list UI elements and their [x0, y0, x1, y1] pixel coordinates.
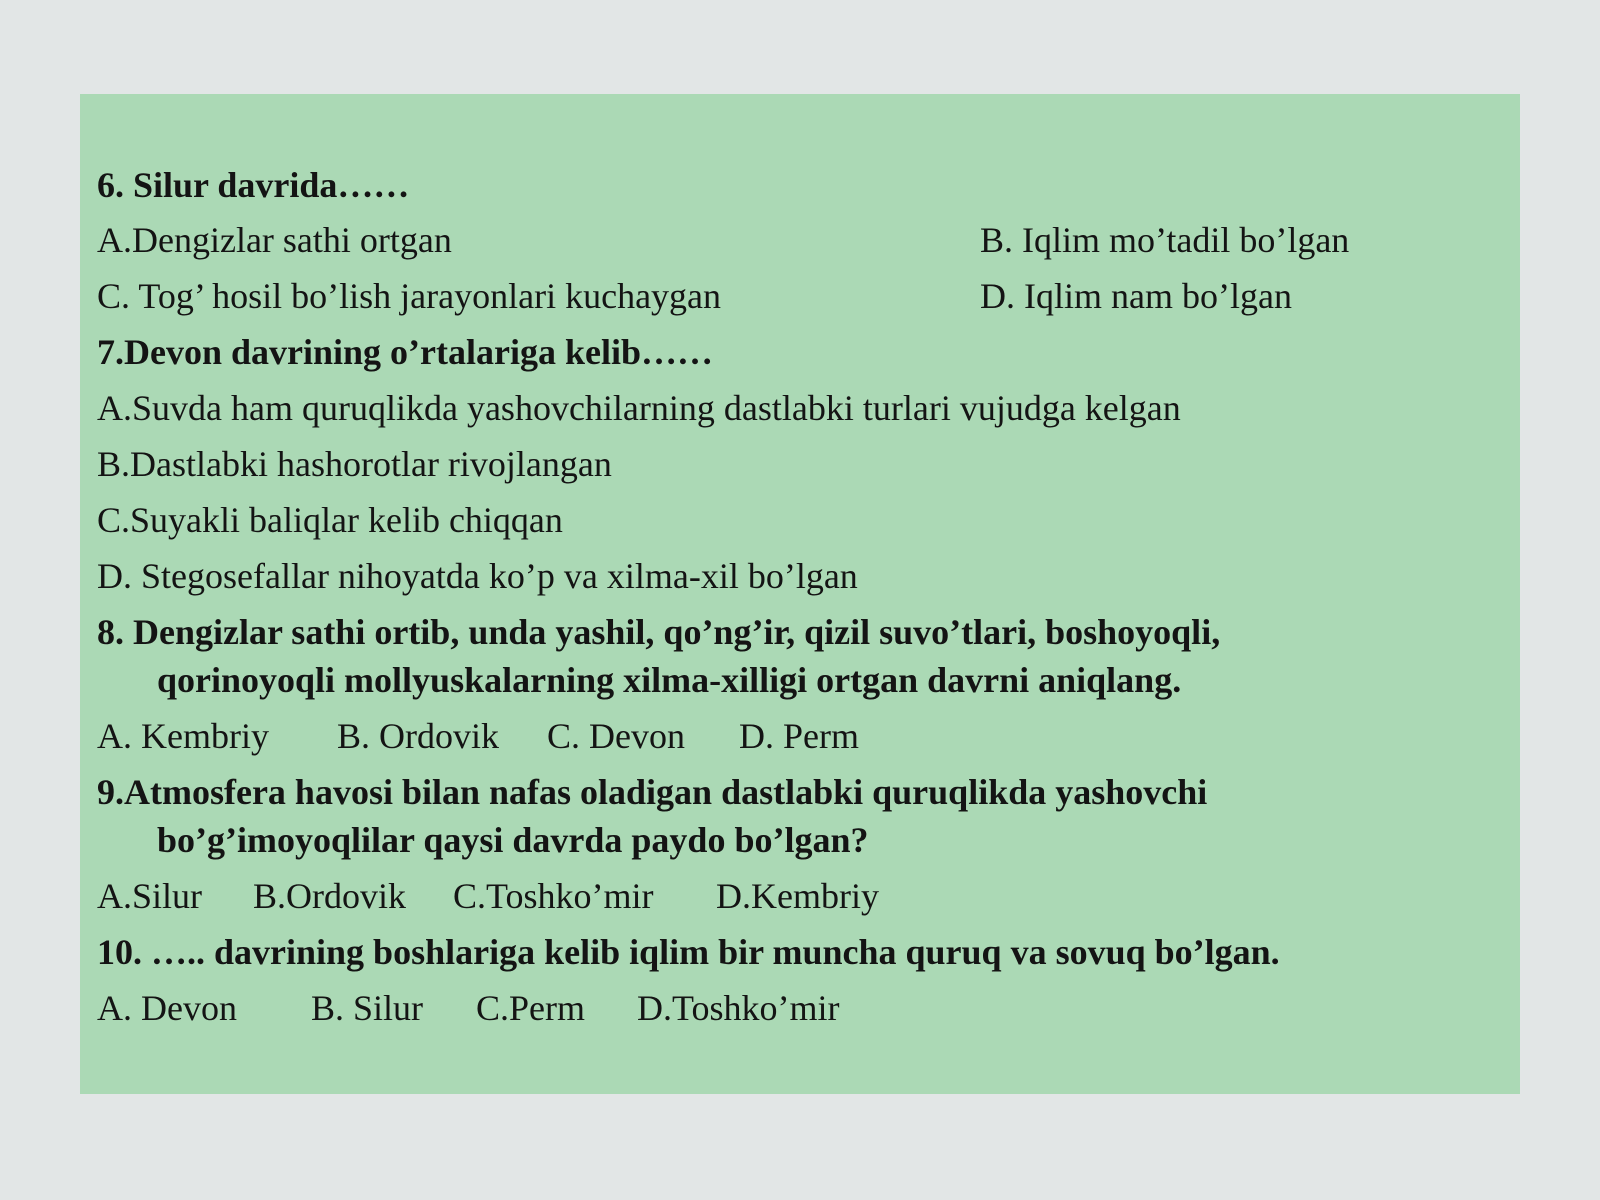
question-6: 6. Silur davrida…… [97, 165, 410, 205]
q10-option-c: C.Perm [476, 988, 586, 1028]
q10-option-d: D.Toshko’mir [637, 988, 840, 1028]
q6-option-c: C. Tog’ hosil bo’lish jarayonlari kuchaygan [97, 276, 722, 316]
q10-option-a: A. Devon [97, 988, 237, 1028]
q9-option-b: B.Ordovik [253, 876, 406, 916]
question-8-line-2: qorinoyoqli mollyuskalarning xilma-xilligi ortgan davrni aniqlang. [157, 660, 1182, 700]
question-7: 7.Devon davrining o’rtalariga kelib…… [97, 332, 714, 372]
q8-option-d: D. Perm [739, 716, 859, 756]
q8-option-b: B. Ordovik [337, 716, 499, 756]
q6-option-a: A.Dengizlar sathi ortgan [97, 220, 452, 260]
question-9-line-1: 9.Atmosfera havosi bilan nafas oladigan dastlabki quruqlikda yashovchi [97, 772, 1208, 812]
q9-option-d: D.Kembriy [716, 876, 879, 916]
q8-option-c: C. Devon [547, 716, 685, 756]
q7-option-b: B.Dastlabki hashorotlar rivojlangan [97, 444, 612, 484]
q6-option-d: D. Iqlim nam bo’lgan [980, 276, 1292, 316]
q7-option-c: C.Suyakli baliqlar kelib chiqqan [97, 500, 563, 540]
q7-option-a: A.Suvda ham quruqlikda yashovchilarning dastlabki turlari vujudga kelgan [97, 388, 1181, 428]
q8-option-a: A. Kembriy [97, 716, 269, 756]
q6-option-b: B. Iqlim mo’tadil bo’lgan [980, 220, 1350, 260]
question-9-line-2: bo’g’imoyoqlilar qaysi davrda paydo bo’lgan? [157, 820, 869, 860]
q9-option-c: C.Toshko’mir [453, 876, 654, 916]
q7-option-d: D. Stegosefallar nihoyatda ko’p va xilma-xil bo’lgan [97, 556, 858, 596]
question-8-line-1: 8. Dengizlar sathi ortib, unda yashil, qo’ng’ir, qizil suvo’tlari, boshoyoqli, [97, 612, 1221, 652]
question-10: 10. ….. davrining boshlariga kelib iqlim bir muncha quruq va sovuq bo’lgan. [97, 932, 1280, 972]
q10-option-b: B. Silur [311, 988, 424, 1028]
q9-option-a: A.Silur [97, 876, 203, 916]
